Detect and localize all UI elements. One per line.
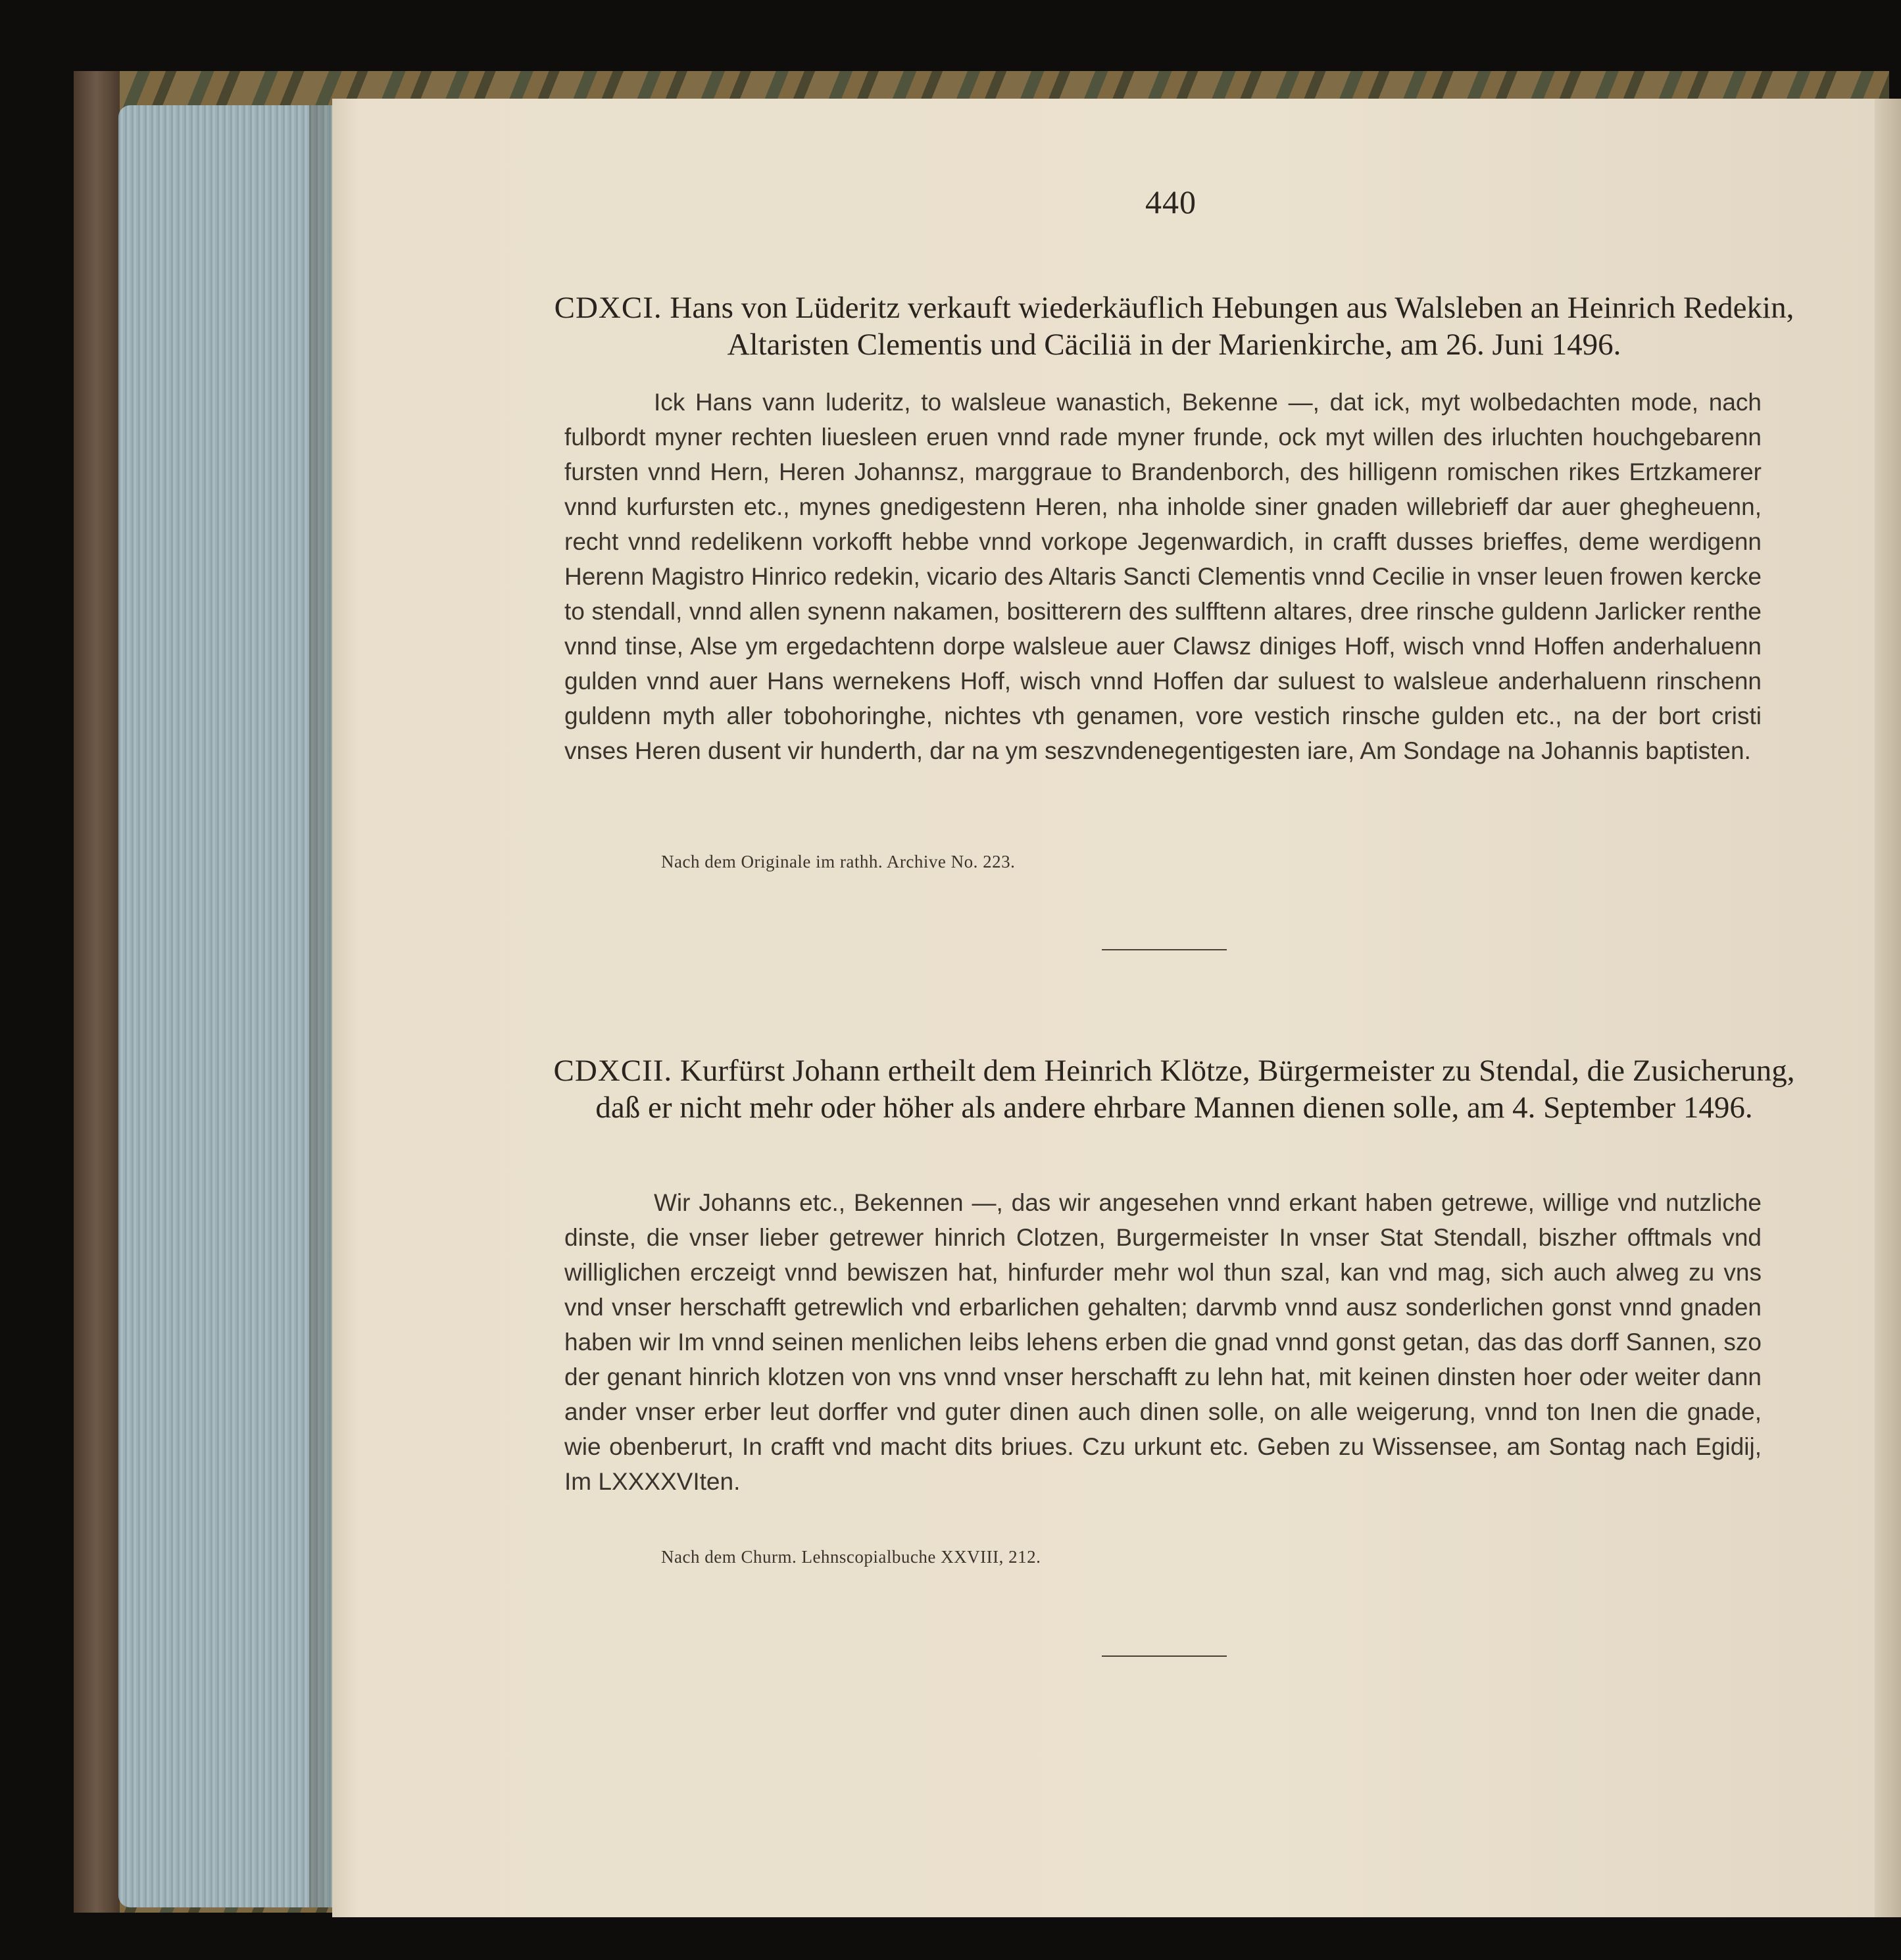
book-page	[332, 99, 1875, 1917]
page-number: 440	[1145, 184, 1197, 220]
source-note: Nach dem Churm. Lehnscopialbuche XXVIII, 212.	[661, 1547, 1041, 1567]
book-spine	[74, 71, 120, 1913]
source-note: Nach dem Originale im rathh. Archive No. 223.	[661, 852, 1016, 871]
page-block-edge	[118, 105, 335, 1907]
document-numeral: CDXCII.	[553, 1054, 673, 1088]
document-numeral: CDXCI.	[554, 291, 662, 325]
section-divider	[1102, 1655, 1227, 1657]
document-title: Kurfürst Johann ertheilt dem Heinrich Klötze, Bürgermeister zu Stendal, die Zusicherung, daß er nicht mehr oder höher als andere ehrbare Mannen dienen solle, am 4. September 1496.	[595, 1054, 1795, 1125]
document-title: Hans von Lüderitz verkauft wiederkäuflich Hebungen aus Walsleben an Heinrich Redekin, Altaristen Clementis und Cäciliä in der Marienkirche, am 26. Juni 1496.	[670, 291, 1794, 362]
document-body: Wir Johanns etc., Bekennen —, das wir angesehen vnnd erkant haben getrewe, willige vnd nutzliche dinste, die vnser lieber getrewer hinrich Clotzen, Burgermeister In vnser Stat Stendall, biszher offtmals vnd williglichen erczeigt vnnd bewiszen hat, hinfurder mehr wol thun szal, kan vnd mag, sich auch alweg zu vns vnd vnser herschafft getrewlich vnd erbarlichen gehalten; darvmb vnnd ausz sonderlichen gonst vnnd gnaden haben wir Im vnnd seinen menlichen leibs lehens erben die gnad vnnd gonst getan, das das dorff Sannen, szo der genant hinrich klotzen von vns vnnd vnser herschafft zu lehn hat, mit keinen dinsten hoer oder weiter dann ander vnser erber leut dorffer vnd guter dinen auch dinen solle, on alle weigerung, vnnd ton Inen die gnade, wie obenberurt, In crafft vnd macht dits briues. Czu urkunt etc. Geben zu Wissensee, am Sontag nach Egidij, Im LXXXXVIten.	[564, 1189, 1762, 1495]
section-divider	[1102, 949, 1227, 950]
document-heading	[553, 1052, 1796, 1126]
document-body: Ick Hans vann luderitz, to walsleue wanastich, Bekenne —, dat ick, myt wolbedachten mode, nach fulbordt myner rechten liuesleen eruen vnnd rade myner frunde, ock myt willen des irluchten houchgebarenn fursten vnnd Hern, Heren Johannsz, marggraue to Brandenborch, des hilligenn romischen rikes Ertzkamerer vnnd kurfursten etc., mynes gnedigestenn Heren, nha inholde siner gnaden willebrieff dar auer ghegheuenn, recht vnnd redelikenn vorkofft hebbe vnnd vorkope Jegenwardich, in crafft dusses brieffes, deme werdigenn Herenn Magistro Hinrico redekin, vicario des Altaris Sancti Clementis vnnd Cecilie in vnser leuen frowen kercke to stendall, vnnd allen synenn nakamen, bositterern des sulfftenn altares, dree rinsche guldenn Jarlicker renthe vnnd tinse, Alse ym ergedachtenn dorpe walsleue auer Clawsz diniges Hoff, wisch vnnd Hoffen anderhaluenn gulden vnnd auer Hans wernekens Hoff, wisch vnnd Hoffen dar suluest to walsleue anderhaluenn rinschenn guldenn myth aller tobohoringhe, nichtes vth genamen, vore vestich rinsche gulden etc., na der bort cristi vnses Heren dusent vir hunderth, dar na ym seszvndenegentigesten iare, Am Sondage na Johannis baptisten.	[564, 389, 1762, 764]
next-page-edge	[1873, 99, 1901, 1917]
document-heading	[553, 289, 1796, 363]
